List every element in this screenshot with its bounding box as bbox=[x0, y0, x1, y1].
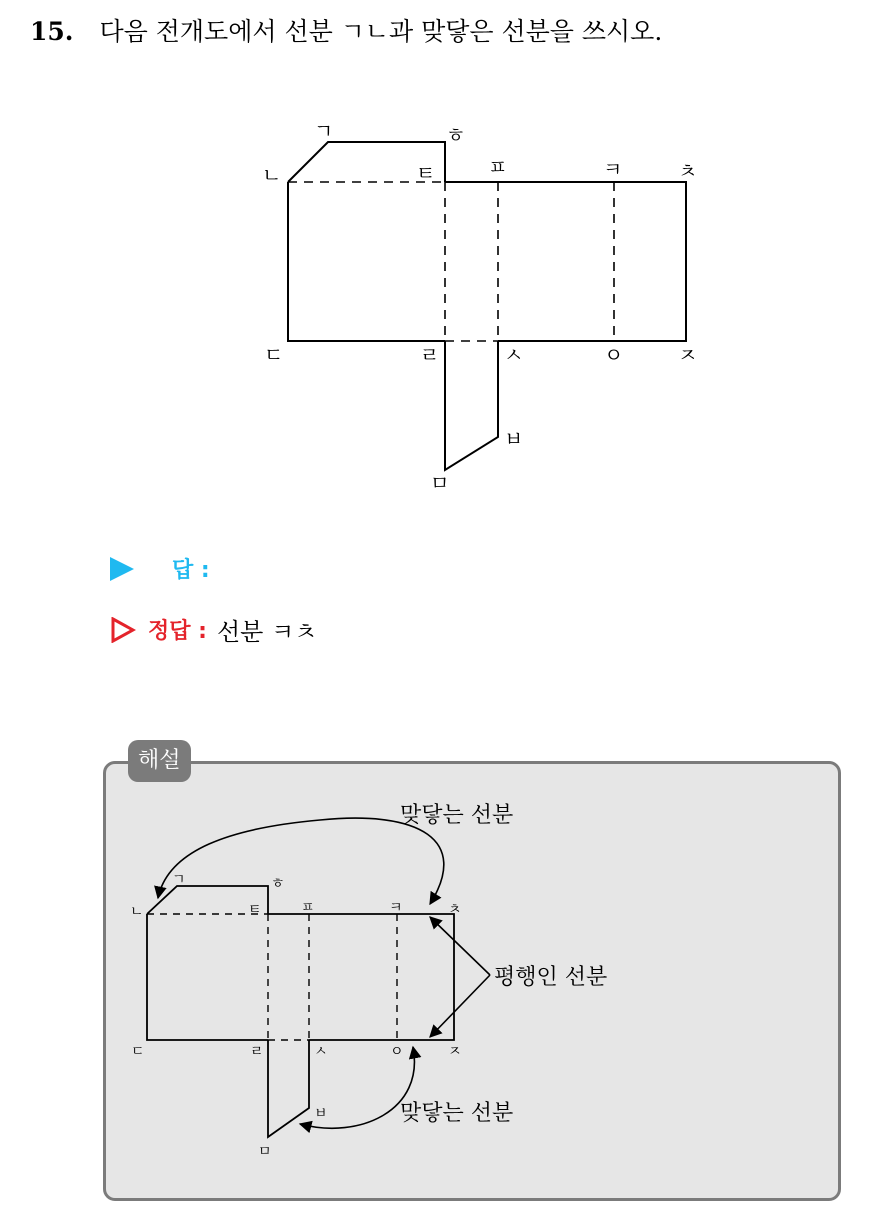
vertex-label: ㅍ bbox=[301, 900, 315, 916]
vertex-label: ㅈ bbox=[448, 1044, 462, 1060]
label-giyeok: ㄱ bbox=[314, 119, 334, 143]
vertex-label: ㄹ bbox=[250, 1044, 264, 1060]
label-bieup: ㅂ bbox=[504, 427, 524, 451]
sol-right-face-outline bbox=[268, 914, 454, 1040]
question-number: 15. bbox=[30, 17, 74, 46]
vertex-label: ㅌ bbox=[248, 902, 262, 918]
sol-bottom-flap-outline bbox=[268, 1040, 309, 1137]
label-rieul: ㄹ bbox=[420, 343, 440, 367]
answer-label: 답 : bbox=[172, 558, 210, 583]
label-jieut: ㅈ bbox=[678, 343, 698, 367]
annotation-top: 맞닿는 선분 bbox=[400, 803, 514, 828]
label-pieup: ㅍ bbox=[488, 155, 508, 179]
sol-left-face-outline bbox=[147, 914, 268, 1040]
vertex-label: ㅂ bbox=[314, 1106, 328, 1122]
vertex-label: ㅇ bbox=[390, 1044, 404, 1060]
vertex-label: ㄴ bbox=[130, 904, 144, 920]
vertex-label: ㅅ bbox=[314, 1044, 328, 1060]
correct-answer-value: 선분 ㅋㅊ bbox=[216, 618, 318, 646]
annotation-bottom: 맞닿는 선분 bbox=[400, 1101, 514, 1126]
vertex-label: ㅋ bbox=[389, 900, 403, 916]
annotation-parallel: 평행인 선분 bbox=[494, 965, 608, 990]
vertex-label: ㅁ bbox=[258, 1144, 272, 1160]
label-ieung: ㅇ bbox=[604, 343, 624, 367]
arrow-top-contact bbox=[158, 818, 444, 904]
vertex-label: ㅎ bbox=[271, 876, 285, 892]
label-chieut: ㅊ bbox=[678, 159, 698, 183]
label-mieum: ㅁ bbox=[430, 471, 450, 495]
label-siot: ㅅ bbox=[504, 343, 524, 367]
label-nieun: ㄴ bbox=[262, 163, 282, 187]
correct-answer-label: 정답 : bbox=[148, 619, 207, 644]
label-hieut: ㅎ bbox=[446, 123, 466, 147]
arrow-parallel-top bbox=[430, 917, 490, 975]
label-digeut: ㄷ bbox=[264, 343, 284, 367]
solution-tag: 해설 bbox=[128, 740, 191, 782]
arrow-parallel-bottom bbox=[430, 975, 490, 1037]
vertex-label: ㅊ bbox=[448, 902, 462, 918]
vertex-label: ㄱ bbox=[172, 872, 186, 888]
vertex-label: ㄷ bbox=[131, 1044, 145, 1060]
label-tieut: ㅌ bbox=[416, 161, 436, 185]
question-text: 다음 전개도에서 선분 ㄱㄴ과 맞닿은 선분을 쓰시오. bbox=[99, 17, 663, 46]
label-kieuk: ㅋ bbox=[603, 157, 623, 181]
